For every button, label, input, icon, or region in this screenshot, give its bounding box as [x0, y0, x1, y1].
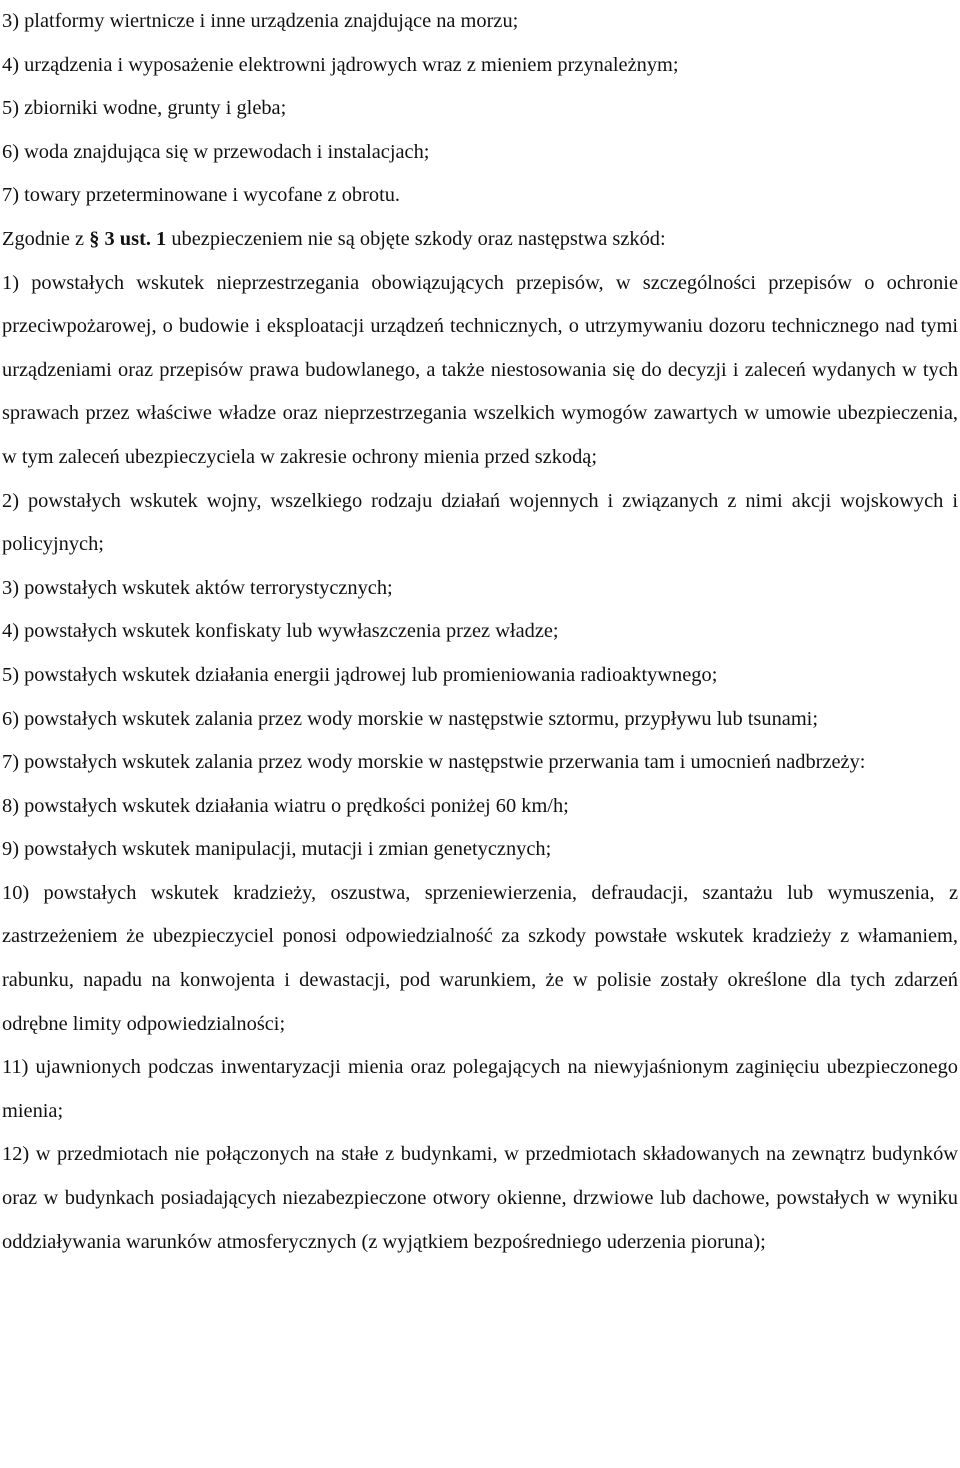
intro-lead: Zgodnie z [2, 227, 90, 250]
exclusion-item: 7) powstałych wskutek zalania przez wody morskie w następstwie przerwania tam i umocnień nadbrzeży: [2, 751, 866, 774]
exclusion-item: 10) powstałych wskutek kradzieży, oszustwa, sprzeniewierzenia, defraudacji, szantażu lub wymuszenia, z zastrzeżeniem że ubezpieczyciel ponosi odpowiedzialność za szkody powstałe wskutek kradzieży z włamaniem, rabunku, napadu na konwojenta i dewastacji, pod warunkiem, że w polisie zostały określone dla tych zdarzeń odrębne limity odpowiedzialności; [2, 881, 958, 1035]
exclusion-item: 12) w przedmiotach nie połączonych na stałe z budynkami, w przedmiotach składowanych na zewnątrz budynków oraz w budynkach posiadających niezabezpieczone otwory okienne, drzwiowe lub dachowe, powstałych w wyniku oddziaływania warunków atmosferycznych (z wyjątkiem bezpośredniego uderzenia pioruna); [2, 1143, 958, 1253]
list-item: 4) urządzenia i wyposażenie elektrowni jądrowych wraz z mieniem przynależnym; [2, 53, 679, 76]
exclusion-item: 5) powstałych wskutek działania energii jądrowej lub promieniowania radioaktywnego; [2, 663, 718, 686]
list-item: 6) woda znajdująca się w przewodach i instalacjach; [2, 140, 430, 163]
exclusion-item: 1) powstałych wskutek nieprzestrzegania obowiązujących przepisów, w szczególności przepisów o ochronie przeciwpożarowej, o budowie i eksploatacji urządzeń technicznych, o utrzymywaniu dozoru technicznego nad tymi urządzeniami oraz przepisów prawa budowlanego, a także niestosowania się do decyzji i zaleceń wydanych w tych sprawach przez właściwe władze oraz nieprzestrzegania wszelkich wymogów zawartych w umowie ubezpieczenia, w tym zaleceń ubezpieczyciela w zakresie ochrony mienia przed szkodą; [2, 271, 958, 468]
exclusion-item: 3) powstałych wskutek aktów terrorystycznych; [2, 576, 393, 599]
exclusion-item: 11) ujawnionych podczas inwentaryzacji mienia oraz polegających na niewyjaśnionym zaginięciu ubezpieczonego mienia; [2, 1056, 958, 1122]
section-sign: § [89, 227, 100, 250]
list-item: 7) towary przeterminowane i wycofane z obrotu. [2, 184, 401, 207]
list-item: 5) zbiorniki wodne, grunty i gleba; [2, 97, 287, 120]
exclusion-item: 8) powstałych wskutek działania wiatru o prędkości poniżej 60 km/h; [2, 794, 569, 817]
exclusion-item: 9) powstałych wskutek manipulacji, mutacji i zmian genetycznych; [2, 838, 552, 861]
exclusion-item: 2) powstałych wskutek wojny, wszelkiego rodzaju działań wojennych i związanych z nimi akcji wojskowych i policyjnych; [2, 489, 958, 556]
exclusion-item: 6) powstałych wskutek zalania przez wody morskie w następstwie sztormu, przypływu lub tsunami; [2, 707, 819, 730]
intro-paragraph [2, 218, 958, 262]
section-reference: 3 ust. 1 [99, 227, 167, 250]
intro-rest: ubezpieczeniem nie są objęte szkody oraz następstwa szkód: [166, 227, 666, 250]
list-item: 3) platformy wiertnicze i inne urządzenia znajdujące na morzu; [2, 10, 519, 32]
exclusion-item: 4) powstałych wskutek konfiskaty lub wywłaszczenia przez władze; [2, 620, 559, 643]
